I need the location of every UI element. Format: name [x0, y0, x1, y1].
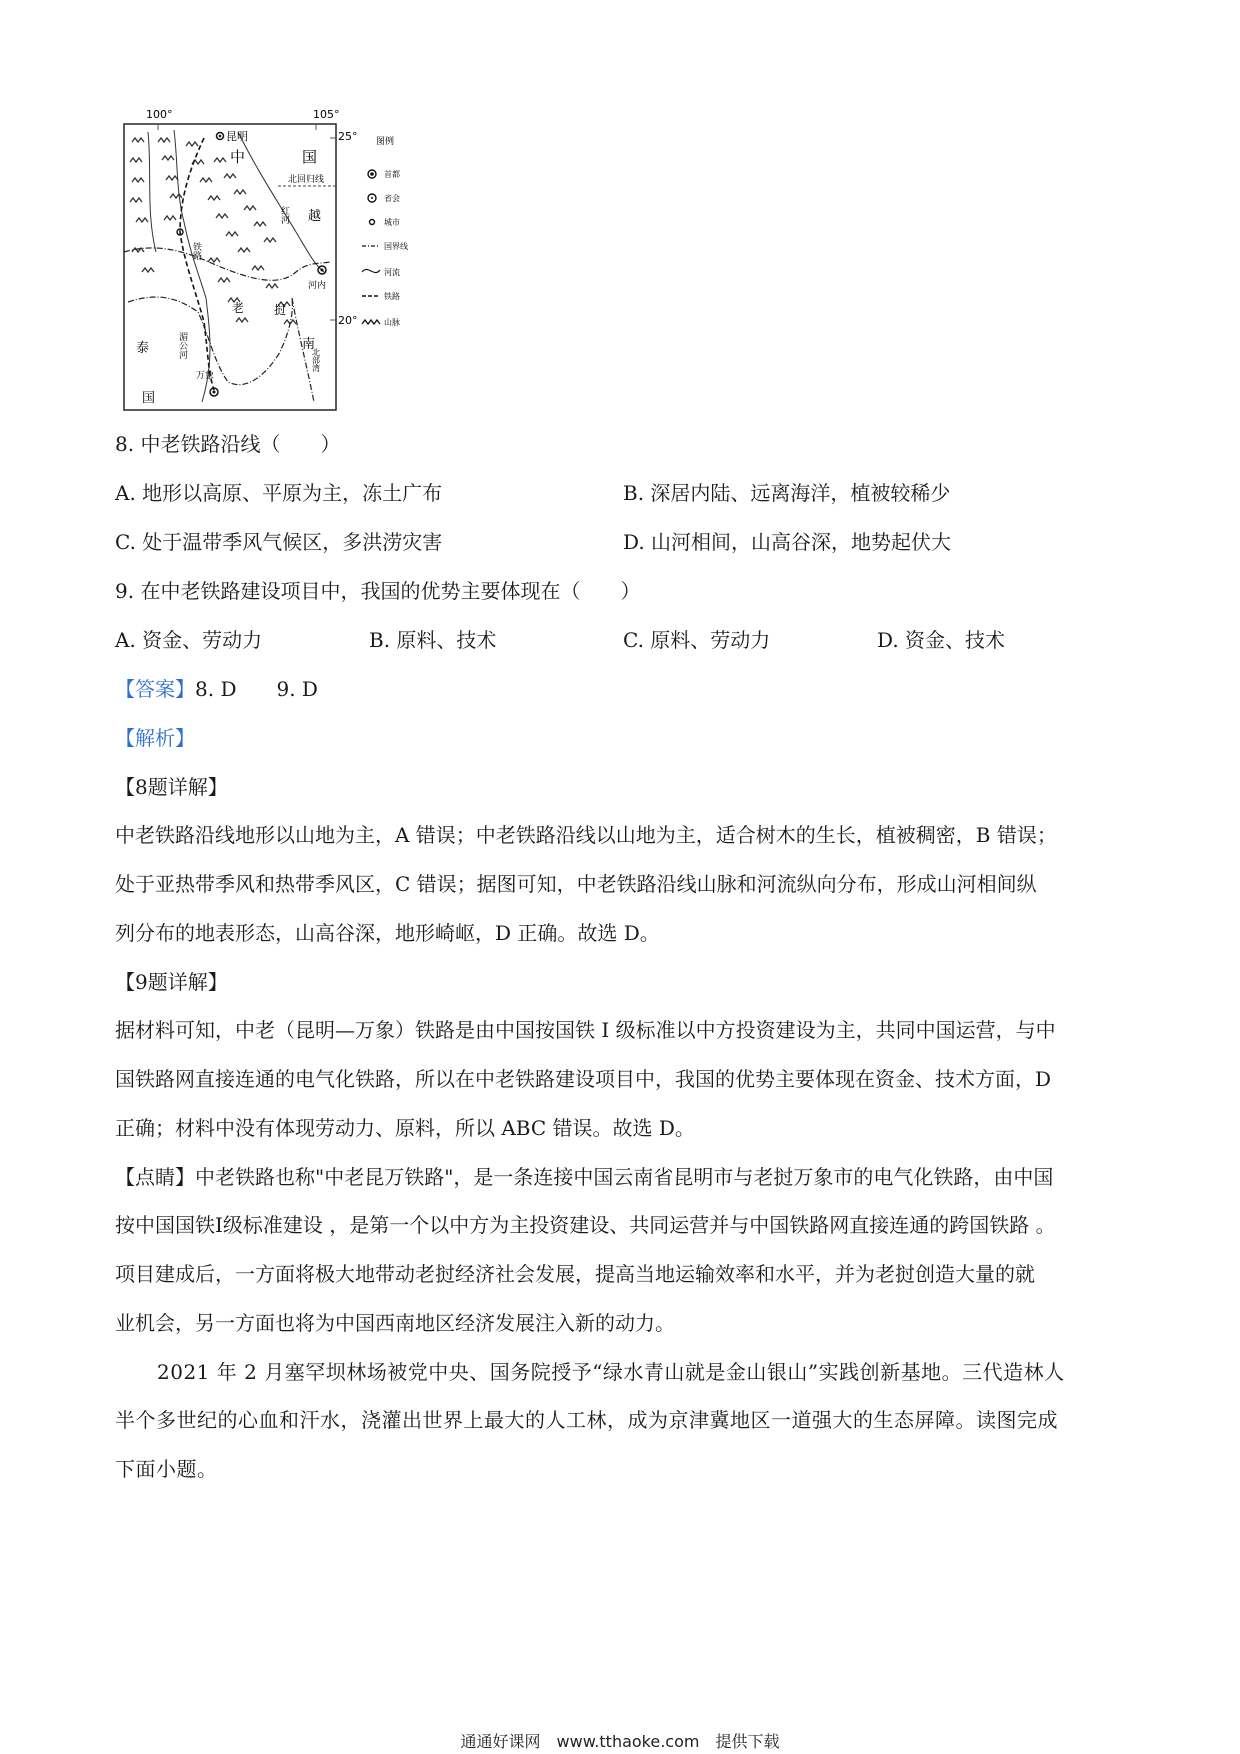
analysis-label: 【解析】: [115, 726, 195, 750]
rivers: [148, 130, 327, 402]
answer-label: 【答案】: [115, 677, 195, 701]
question-9-option-c: C. 原料、劳动力: [623, 628, 771, 652]
legend-provincial-capital: 省会: [384, 194, 400, 203]
china-label-2: 国: [302, 148, 318, 166]
detail-9-line: 据材料可知，中老（昆明—万象）铁路是由中国按国铁 I 级标准以中方投资建设为主，共同中国运营，与中: [115, 1018, 1056, 1042]
legend-border: 国界线: [384, 242, 408, 251]
china-laos-railway-map: [118, 102, 430, 414]
thai-label-2: 国: [142, 391, 156, 406]
question-8-option-c: C. 处于温带季风气候区，多洪涝灾害: [115, 530, 443, 554]
vietnam-label-2: 南: [302, 337, 316, 352]
question-8-option-b: B. 深居内陆、远离海洋，植被较稀少: [623, 481, 951, 505]
laos-label-2: 挝: [274, 303, 287, 317]
river-mekong-label: 湄公河: [177, 332, 187, 359]
china-label-1: 中: [230, 148, 246, 166]
detail-8-line: 列分布的地表形态，山高谷深，地形崎岖，D 正确。故选 D。: [115, 921, 660, 945]
detail-9-line: 国铁路网直接连通的电气化铁路，所以在中老铁路建设项目中，我国的优势主要体现在资金、技术方面，D: [115, 1067, 1052, 1091]
laos-label-1: 老: [232, 301, 245, 315]
comment-text: 中老铁路也称"中老昆万铁路"，是一条连接中国云南省昆明市与老挝万象市的电气化铁路，由中国: [195, 1165, 1054, 1189]
legend-title: 图例: [376, 137, 395, 147]
detail-8-title: 【8题详解】: [115, 775, 228, 799]
railway-label: 铁路: [191, 242, 201, 260]
kunming-label: 昆明: [226, 130, 248, 143]
vientiane-label: 万象: [196, 371, 215, 381]
legend-river: 河流: [384, 268, 400, 277]
map-legend: [362, 135, 408, 327]
lon-105-label: 105°: [313, 108, 340, 121]
comment-line: 项目建成后，一方面将极大地带动老挝经济社会发展，提高当地运输效率和水平，并为老挝创造大量的就: [115, 1262, 1035, 1286]
detail-9-line: 正确；材料中没有体现劳动力、原料，所以 ABC 错误。故选 D。: [115, 1116, 695, 1140]
legend-capital: 首都: [384, 170, 400, 179]
hanoi-label: 河内: [308, 281, 327, 291]
question-9-option-d: D. 资金、技术: [877, 628, 1006, 652]
question-8-stem: 8. 中老铁路沿线（ ）: [115, 432, 341, 456]
page-footer: 通通好课网 www.tthaoke.com 提供下载: [460, 1732, 780, 1751]
lat-20-label: 20°: [338, 314, 358, 327]
detail-8-line: 处于亚热带季风和热带季风区，C 错误；据图可知，中老铁路沿线山脉和河流纵向分布，形成山河相间纵: [115, 872, 1037, 896]
gulf-label: 北部湾: [311, 348, 321, 372]
legend-mountain: 山脉: [384, 318, 400, 327]
comment-line-first: [115, 1165, 1053, 1189]
river-red-label: 红河: [279, 206, 289, 224]
comment-line: 业机会，另一方面也将为中国西南地区经济发展注入新的动力。: [115, 1311, 675, 1335]
borders: [124, 248, 330, 402]
answer-line: [115, 677, 318, 701]
vietnam-label-1: 越: [308, 209, 322, 224]
passage-line: 下面小题。: [115, 1457, 218, 1481]
question-8-option-a: A. 地形以高原、平原为主，冻土广布: [115, 481, 443, 505]
detail-9-title: 【9题详解】: [115, 970, 228, 994]
detail-8-line: 中老铁路沿线地形以山地为主，A 错误；中老铁路沿线以山地为主，适合树木的生长，植被稠密，B 错误；: [115, 823, 1057, 847]
lat-25-label: 25°: [338, 130, 358, 143]
question-9-stem: 9. 在中老铁路建设项目中，我国的优势主要体现在（ ）: [115, 579, 641, 603]
passage-line: 半个多世纪的心血和汗水，浇灌出世界上最大的人工林，成为京津冀地区一道强大的生态屏障。读图完成: [115, 1408, 1058, 1432]
mountain-ranges: [130, 138, 296, 324]
passage-line: 2021 年 2 月塞罕坝林场被党中央、国务院授予“绿水青山就是金山银山”实践创新基地。三代造林人: [157, 1360, 1065, 1384]
comment-label: 【点睛】: [115, 1165, 195, 1189]
answer-value: 8. D 9. D: [195, 677, 318, 701]
question-9-option-b: B. 原料、技术: [369, 628, 497, 652]
comment-line: 按中国国铁I级标准建设 ，是第一个以中方为主投资建设、共同运营并与中国铁路网直接连通的跨国铁路 。: [115, 1213, 1056, 1237]
legend-city: 城市: [384, 218, 400, 227]
question-9-option-a: A. 资金、劳动力: [115, 628, 263, 652]
legend-railway: 铁路: [384, 292, 400, 301]
question-8-option-d: D. 山河相间，山高谷深，地势起伏大: [623, 530, 952, 554]
lon-100-label: 100°: [146, 108, 173, 121]
thai-label-1: 泰: [136, 341, 150, 356]
tropic-label: 北回归线: [288, 175, 325, 185]
